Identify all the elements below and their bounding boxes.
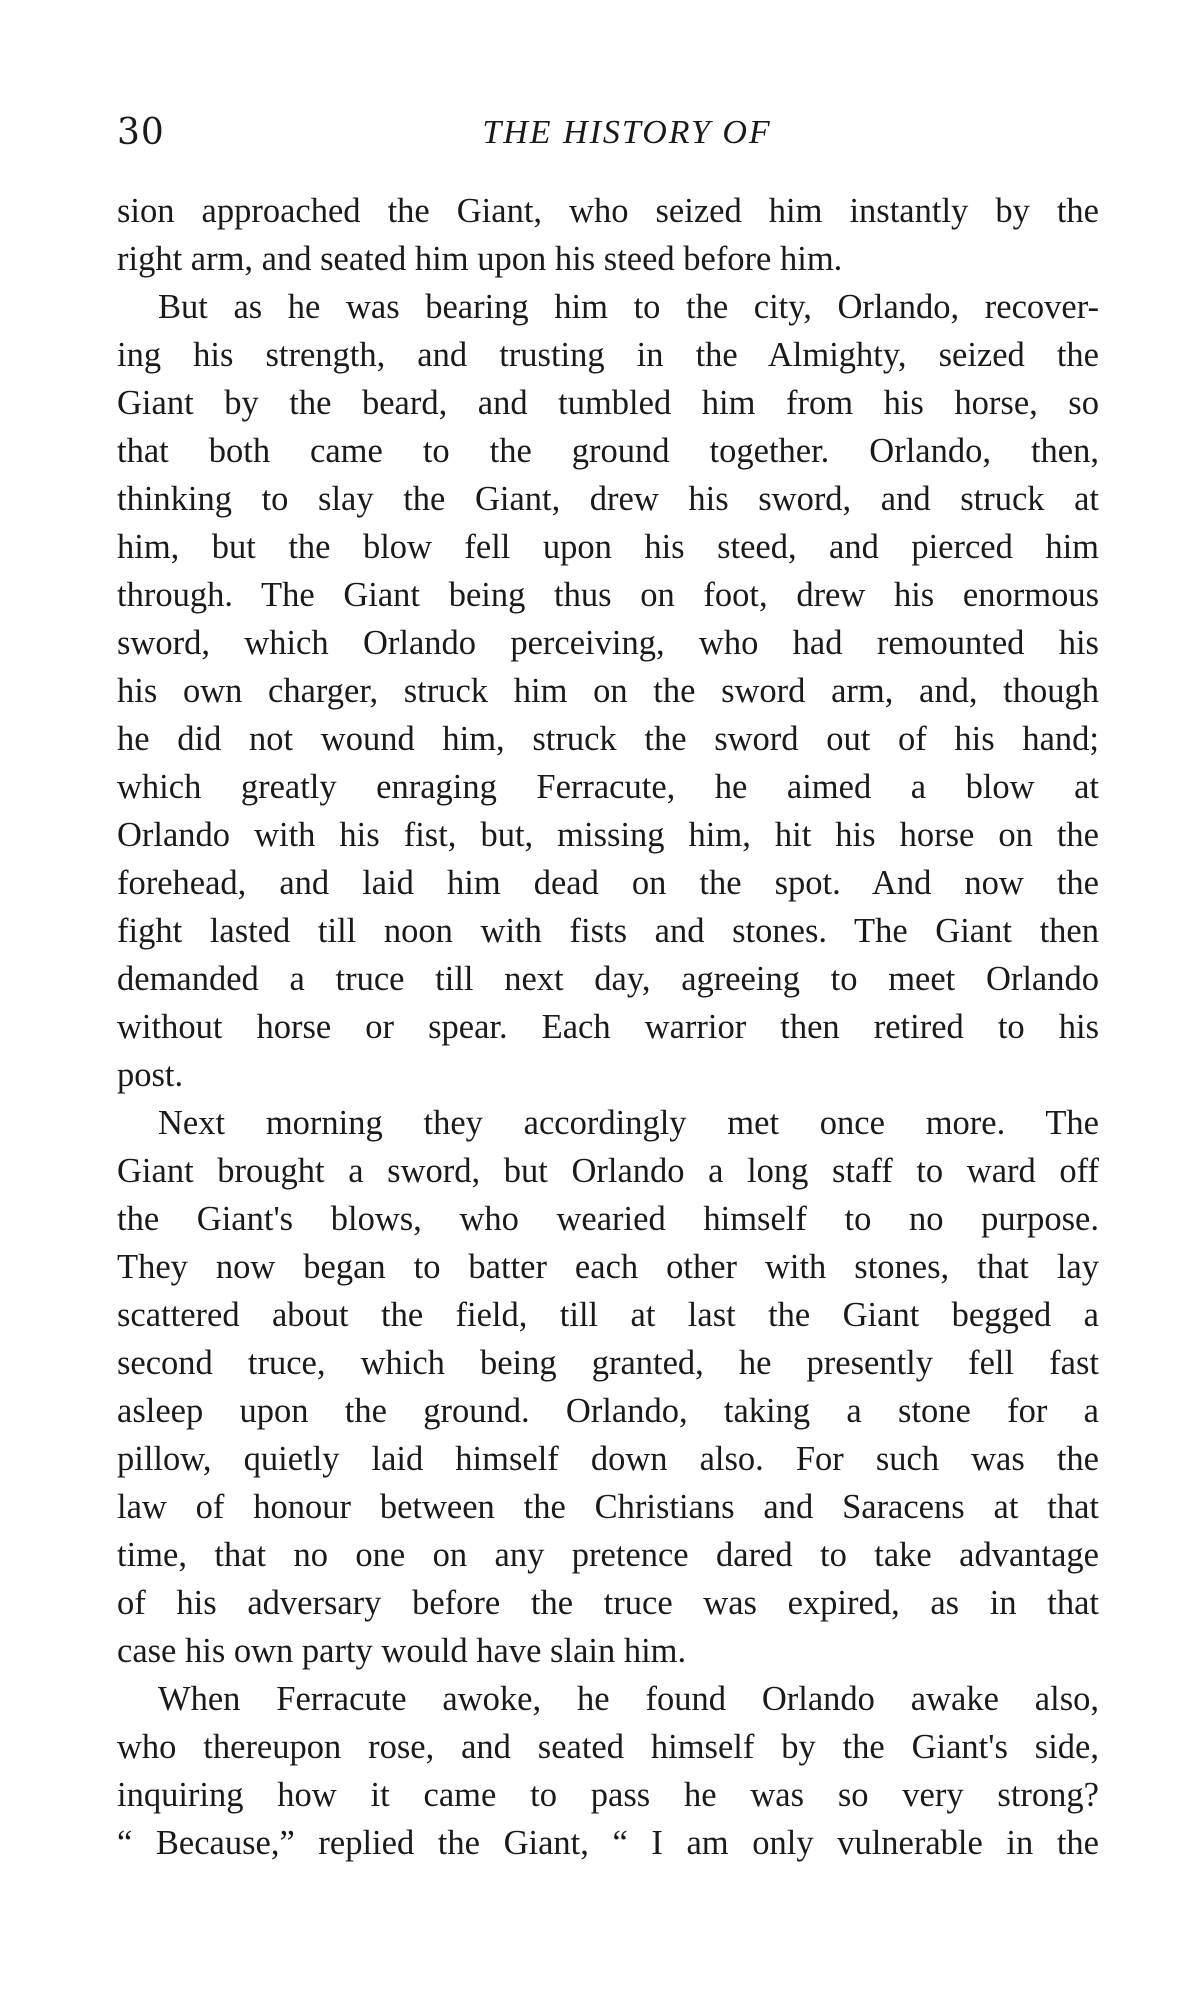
text-line: right arm, and seated him upon his steed before him. <box>117 240 843 278</box>
text-line: sword, which Orlando perceiving, who had remounted his <box>117 624 1099 662</box>
text-line: “ Because,” replied the Giant, “ I am only vulnerable in the <box>117 1824 1099 1862</box>
text-line: When Ferracute awoke, he found Orlando awake also, <box>158 1680 1099 1718</box>
text-line: without horse or spear. Each warrior then retired to his <box>117 1008 1099 1046</box>
text-line: thinking to slay the Giant, drew his sword, and struck at <box>117 480 1099 518</box>
text-line: Next morning they accordingly met once more. The <box>158 1104 1099 1142</box>
text-line: the Giant's blows, who wearied himself to no purpose. <box>117 1200 1099 1238</box>
text-line: who thereupon rose, and seated himself by the Giant's side, <box>117 1728 1099 1766</box>
text-line: ing his strength, and trusting in the Almighty, seized the <box>117 336 1099 374</box>
text-line: case his own party would have slain him. <box>117 1632 687 1670</box>
text-line: he did not wound him, struck the sword out of his hand; <box>117 720 1099 758</box>
text-line: forehead, and laid him dead on the spot. And now the <box>117 864 1099 902</box>
text-line: Orlando with his fist, but, missing him, hit his horse on the <box>117 816 1099 854</box>
text-line: which greatly enraging Ferracute, he aimed a blow at <box>117 768 1099 806</box>
text-line: post. <box>117 1056 184 1094</box>
text-line: They now began to batter each other with stones, that lay <box>117 1248 1099 1286</box>
text-line: asleep upon the ground. Orlando, taking a stone for a <box>117 1392 1099 1430</box>
text-line: Giant brought a sword, but Orlando a long staff to ward off <box>117 1152 1099 1190</box>
text-line: of his adversary before the truce was expired, as in that <box>117 1584 1099 1622</box>
running-head <box>117 108 1097 158</box>
text-line: through. The Giant being thus on foot, drew his enormous <box>117 576 1099 614</box>
text-line: sion approached the Giant, who seized him instantly by the <box>117 192 1099 230</box>
text-line: law of honour between the Christians and Saracens at that <box>117 1488 1099 1526</box>
text-line: his own charger, struck him on the sword arm, and, though <box>117 672 1099 710</box>
text-line: second truce, which being granted, he presently fell fast <box>117 1344 1099 1382</box>
text-line: him, but the blow fell upon his steed, and pierced him <box>117 528 1099 566</box>
text-line: demanded a truce till next day, agreeing to meet Orlando <box>117 960 1099 998</box>
text-line: fight lasted till noon with fists and stones. The Giant then <box>117 912 1099 950</box>
running-title: THE HISTORY OF <box>482 114 772 151</box>
body-text <box>117 187 1099 1867</box>
text-line: pillow, quietly laid himself down also. For such was the <box>117 1440 1099 1478</box>
page-number: 30 <box>117 112 165 153</box>
text-line: But as he was bearing him to the city, Orlando, recover- <box>158 288 1099 326</box>
text-line: scattered about the field, till at last the Giant begged a <box>117 1296 1099 1334</box>
text-line: that both came to the ground together. Orlando, then, <box>117 432 1099 470</box>
text-line: time, that no one on any pretence dared to take advantage <box>117 1536 1099 1574</box>
text-line: Giant by the beard, and tumbled him from his horse, so <box>117 384 1099 422</box>
text-line: inquiring how it came to pass he was so very strong? <box>117 1776 1099 1814</box>
